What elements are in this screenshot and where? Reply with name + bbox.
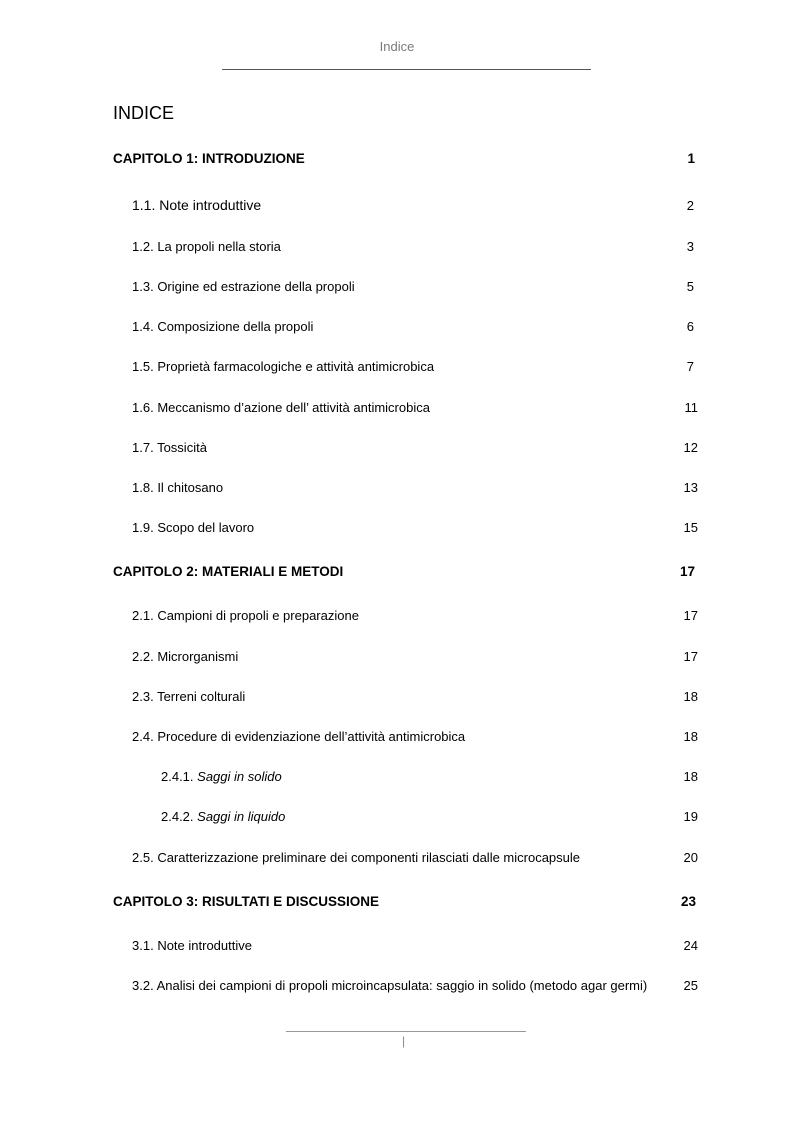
toc-number: 1.5. bbox=[132, 359, 154, 374]
toc-page: 1 bbox=[687, 151, 695, 166]
toc-page: 20 bbox=[683, 850, 698, 865]
toc-label: Meccanismo d’azione dell’ attività antimicrobica bbox=[157, 400, 430, 415]
toc-number: 1.6. bbox=[132, 400, 154, 415]
toc-page: 6 bbox=[686, 319, 694, 334]
toc-entry-2-3[interactable] bbox=[132, 689, 245, 704]
toc-label: Composizione della propoli bbox=[157, 319, 314, 334]
toc-entry-2-2[interactable] bbox=[132, 649, 238, 664]
toc-label: Saggi in solido bbox=[197, 769, 282, 784]
toc-number: 3.2. bbox=[132, 978, 154, 993]
toc-number: 2.3. bbox=[132, 689, 154, 704]
toc-entry-2-4-2[interactable] bbox=[161, 809, 285, 824]
toc-page: 11 bbox=[684, 400, 698, 415]
toc-entry-chapter-1[interactable]: CAPITOLO 1: INTRODUZIONE bbox=[113, 151, 305, 166]
toc-label: Note introduttive bbox=[159, 197, 262, 213]
toc-label: Proprietà farmacologiche e attività antimicrobica bbox=[157, 359, 435, 374]
toc-number: 1.2. bbox=[132, 239, 154, 254]
running-header: Indice bbox=[379, 39, 415, 54]
toc-number: 2.2. bbox=[132, 649, 154, 664]
toc-entry-1-5[interactable] bbox=[132, 359, 434, 374]
toc-number: 1.9. bbox=[132, 520, 154, 535]
toc-page: 3 bbox=[686, 239, 694, 254]
toc-number: 1.1. bbox=[132, 197, 156, 213]
toc-page: 17 bbox=[679, 564, 695, 579]
toc-page: 24 bbox=[683, 938, 698, 953]
toc-entry-1-3[interactable] bbox=[132, 279, 355, 294]
toc-number: 1.8. bbox=[132, 480, 154, 495]
toc-title: INDICE bbox=[113, 103, 175, 123]
footer-rule bbox=[286, 1031, 526, 1032]
toc-entry-2-5[interactable] bbox=[132, 850, 580, 865]
toc-page: 12 bbox=[683, 440, 698, 455]
toc-entry-2-4-1[interactable] bbox=[161, 769, 282, 784]
toc-entry-1-6[interactable] bbox=[132, 400, 430, 415]
toc-label: La propoli nella storia bbox=[157, 239, 281, 254]
toc-page: 18 bbox=[683, 769, 698, 784]
toc-page: 19 bbox=[683, 809, 698, 824]
toc-page: 15 bbox=[683, 520, 698, 535]
toc-page: 18 bbox=[683, 729, 698, 744]
toc-entry-2-4[interactable] bbox=[132, 729, 465, 744]
toc-label: Campioni di propoli e preparazione bbox=[157, 608, 359, 623]
toc-page: 13 bbox=[683, 480, 698, 495]
toc-number: 1.4. bbox=[132, 319, 154, 334]
toc-page: 2 bbox=[686, 198, 694, 213]
toc-page: 23 bbox=[680, 894, 696, 909]
toc-label: Microrganismi bbox=[157, 649, 239, 664]
toc-page: 18 bbox=[683, 689, 698, 704]
toc-number: 1.7. bbox=[132, 440, 154, 455]
toc-entry-2-1[interactable] bbox=[132, 608, 359, 623]
toc-entry-1-7[interactable] bbox=[132, 440, 207, 455]
toc-number: 2.5. bbox=[132, 850, 154, 865]
header-rule bbox=[222, 69, 591, 70]
toc-entry-1-2[interactable] bbox=[132, 239, 281, 254]
toc-page: 17 bbox=[683, 649, 698, 664]
toc-entry-3-1[interactable] bbox=[132, 938, 252, 953]
toc-page: 5 bbox=[686, 279, 694, 294]
page-number-marker: | bbox=[402, 1034, 406, 1048]
toc-number: 1.3. bbox=[132, 279, 154, 294]
toc-label: Origine ed estrazione della propoli bbox=[157, 279, 355, 294]
toc-entry-1-1[interactable] bbox=[132, 197, 261, 213]
toc-label: Tossicità bbox=[157, 440, 207, 455]
toc-number: 2.1. bbox=[132, 608, 154, 623]
toc-number: 3.1. bbox=[132, 938, 154, 953]
toc-entry-chapter-2[interactable]: CAPITOLO 2: MATERIALI E METODI bbox=[113, 564, 344, 579]
toc-label: Scopo del lavoro bbox=[157, 520, 255, 535]
toc-label: Il chitosano bbox=[157, 480, 224, 495]
toc-entry-3-2[interactable] bbox=[132, 978, 647, 993]
toc-entry-chapter-3[interactable]: CAPITOLO 3: RISULTATI E DISCUSSIONE bbox=[113, 894, 380, 909]
toc-page: 7 bbox=[686, 359, 694, 374]
toc-label: Saggi in liquido bbox=[197, 809, 286, 824]
toc-number: 2.4.2. bbox=[161, 809, 194, 824]
toc-label: Analisi dei campioni di propoli microincapsulata: saggio in solido (metodo agar germi) bbox=[156, 978, 648, 993]
toc-label: Caratterizzazione preliminare dei componenti rilasciati dalle microcapsule bbox=[157, 850, 581, 865]
toc-entry-1-9[interactable] bbox=[132, 520, 254, 535]
toc-number: 2.4.1. bbox=[161, 769, 194, 784]
toc-label: Procedure di evidenziazione dell’attività antimicrobica bbox=[157, 729, 466, 744]
toc-label: Terreni colturali bbox=[157, 689, 246, 704]
toc-entry-1-4[interactable] bbox=[132, 319, 313, 334]
toc-page: 17 bbox=[683, 608, 698, 623]
toc-entry-1-8[interactable] bbox=[132, 480, 223, 495]
toc-label: Note introduttive bbox=[157, 938, 252, 953]
toc-number: 2.4. bbox=[132, 729, 154, 744]
toc-page: 25 bbox=[683, 978, 698, 993]
